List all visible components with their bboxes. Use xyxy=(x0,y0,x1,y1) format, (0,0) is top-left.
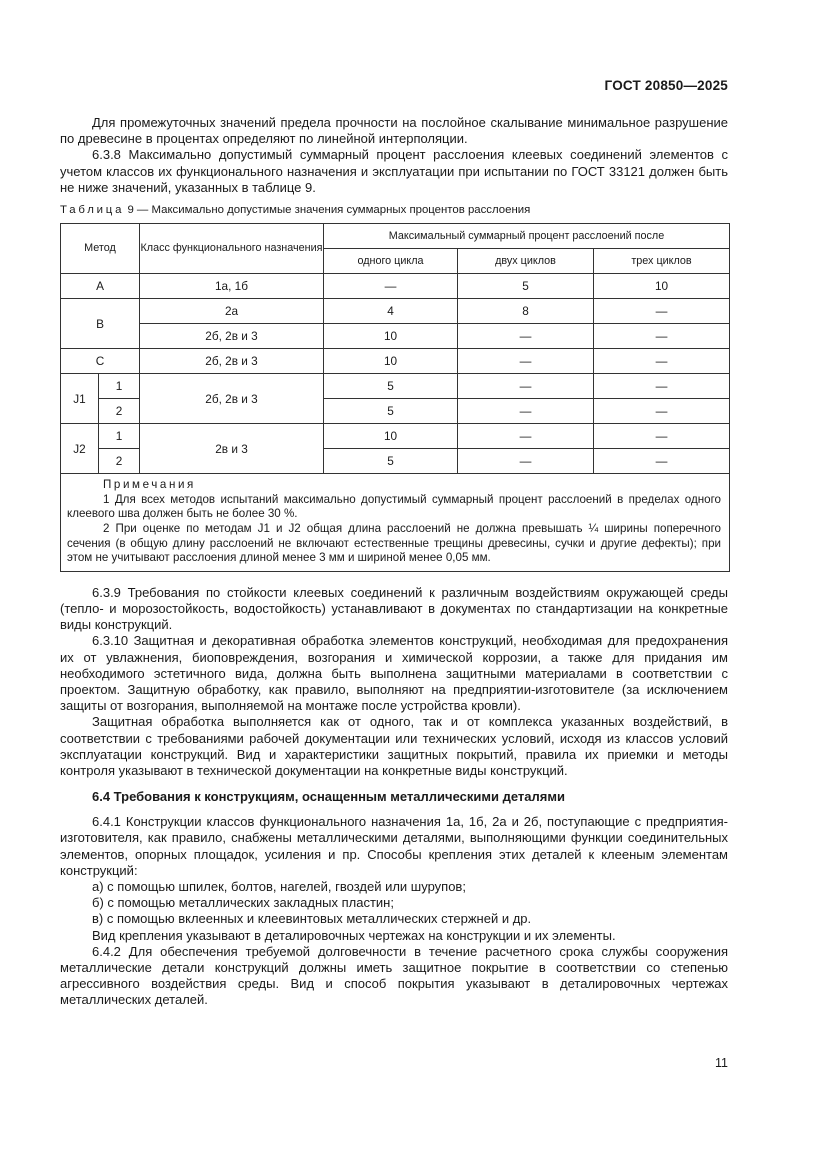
cell-three: — xyxy=(594,349,730,374)
cell-one: 5 xyxy=(324,449,458,474)
list-item-a: а) с помощью шпилек, болтов, нагелей, гвоздей или шурупов; xyxy=(92,879,466,895)
cell-one: 10 xyxy=(324,424,458,449)
page-number: 11 xyxy=(715,1056,728,1070)
cell-class: 2в и 3 xyxy=(140,424,324,474)
cell-submethod: 2 xyxy=(99,399,140,424)
table-notes xyxy=(61,474,730,572)
cell-class: 2б, 2в и 3 xyxy=(140,374,324,424)
cell-one: 5 xyxy=(324,399,458,424)
cell-one: — xyxy=(324,274,458,299)
paragraph-6-4-1: 6.4.1 Конструкции классов функционального назначения 1а, 1б, 2а и 2б, поступающие с предприятия-изготовителя, как правило, снабжены металлическими деталями, выполняющими функции соединительных элементов, опорных площадок, усиления и пр. Способы крепления этих деталей к клееным элементам конструкций: xyxy=(60,814,728,878)
cell-one: 5 xyxy=(324,374,458,399)
cell-two: — xyxy=(458,374,594,399)
cell-submethod: 1 xyxy=(99,374,140,399)
delamination-table xyxy=(60,223,730,572)
note-1: 1 Для всех методов испытаний максимально допустимый суммарный процент расслоений в пределах одного клеевого шва должен быть не более 30 %. xyxy=(67,492,722,521)
header-one-cycle: одного цикла xyxy=(324,249,458,274)
cell-three: — xyxy=(594,424,730,449)
header-method: Метод xyxy=(61,224,140,274)
cell-two: — xyxy=(458,449,594,474)
cell-three: 10 xyxy=(594,274,730,299)
cell-method: J2 xyxy=(61,424,99,474)
paragraph-6-3-8: 6.3.8 Максимально допустимый суммарный процент расслоения клеевых соединений элементов с учетом классов их функционального назначения и эксплуатации при испытании по ГОСТ 33121 должен быть не ниже значений, указанных в таблице 9. xyxy=(60,147,728,195)
cell-class: 2б, 2в и 3 xyxy=(140,324,324,349)
cell-one: 10 xyxy=(324,324,458,349)
cell-three: — xyxy=(594,399,730,424)
header-class: Класс функционального назначения xyxy=(140,224,324,274)
header-three-cycles: трех циклов xyxy=(594,249,730,274)
cell-method: A xyxy=(61,274,140,299)
header-max-percent: Максимальный суммарный процент расслоений после xyxy=(324,224,730,249)
cell-class: 2а xyxy=(140,299,324,324)
section-heading-6-4: 6.4 Требования к конструкциям, оснащенным металлическими деталями xyxy=(92,789,565,805)
paragraph-6-3-9: 6.3.9 Требования по стойкости клеевых соединений к различным воздействиям окружающей среды (тепло- и морозостойкость, водостойкость) устанавливают в документах по стандартизации на конкретные виды конструкций. xyxy=(60,584,728,633)
cell-two: — xyxy=(458,399,594,424)
cell-two: — xyxy=(458,324,594,349)
paragraph-6-4-2: 6.4.2 Для обеспечения требуемой долговечности в течение расчетного срока службы сооружения металлические детали конструкций должны иметь защитное покрытие в соответствии со степенью агрессивного воздействия среды. Вид и способ покрытия указывают в деталировочных чертежах металлических деталей. xyxy=(60,943,728,1008)
table-row xyxy=(61,274,730,299)
document-id: ГОСТ 20850—2025 xyxy=(604,78,728,93)
table-row xyxy=(61,349,730,374)
cell-one: 10 xyxy=(324,349,458,374)
note-2: 2 При оценке по методам J1 и J2 общая длина расслоений не должна превышать ¼ ширины поперечного сечения (в общую длину расслоений не включают естественные трещины древесины, сучки и другие дефекты); при этом не учитывают расслоения длиной менее 3 мм и шириной менее 0,05 мм. xyxy=(67,522,722,565)
cell-submethod: 1 xyxy=(99,424,140,449)
cell-class: 1а, 1б xyxy=(140,274,324,299)
cell-submethod: 2 xyxy=(99,449,140,474)
list-item-b: б) с помощью металлических закладных пластин; xyxy=(92,895,394,911)
table-row xyxy=(61,374,730,399)
table-caption-word: Таблица xyxy=(60,204,125,217)
cell-method: J1 xyxy=(61,374,99,424)
paragraph-fixing-type: Вид крепления указывают в деталировочных чертежах на конструкции и их элементы. xyxy=(92,927,616,943)
cell-two: — xyxy=(458,424,594,449)
cell-three: — xyxy=(594,324,730,349)
cell-three: — xyxy=(594,299,730,324)
page-content xyxy=(60,115,728,1009)
cell-two: 8 xyxy=(458,299,594,324)
cell-two: — xyxy=(458,349,594,374)
header-two-cycles: двух циклов xyxy=(458,249,594,274)
list-item-c: в) с помощью вклеенных и клеевинтовых металлических стержней и др. xyxy=(92,911,532,927)
body-text xyxy=(60,585,728,1009)
table-row xyxy=(61,299,730,324)
cell-class: 2б, 2в и 3 xyxy=(140,349,324,374)
notes-title: Примечания xyxy=(103,478,196,492)
table-row xyxy=(61,424,730,449)
paragraph-6-3-10: 6.3.10 Защитная и декоративная обработка элементов конструкций, необходимая для предохранения их от увлажнения, биоповреждения, возгорания и химической коррозии, а также для придания им необходимого эстетичного вида, должна быть выполнена защитными материалами в соответствии с проектом. Защитную обработку, как правило, выполняют на предприятии-изготовителе (за исключением защиты от возгорания, выполняемой на монтаже после устройства кровли). xyxy=(60,633,728,714)
cell-three: — xyxy=(594,449,730,474)
cell-one: 4 xyxy=(324,299,458,324)
table-caption xyxy=(60,202,728,218)
cell-method: B xyxy=(61,299,140,349)
paragraph-interpolation: Для промежуточных значений предела прочности на послойное скалывание минимальное разрушение по древесине в процентах определяют по линейной интерполяции. xyxy=(60,115,728,147)
table-row xyxy=(61,324,730,349)
cell-three: — xyxy=(594,374,730,399)
cell-two: 5 xyxy=(458,274,594,299)
table-notes-row xyxy=(61,474,730,572)
table-header-row xyxy=(61,224,730,249)
table-caption-text: 9 — Максимально допустимые значения суммарных процентов расслоения xyxy=(127,204,531,217)
paragraph-protective-treatment: Защитная обработка выполняется как от одного, так и от комплекса указанных воздействий, в соответствии с требованиями рабочей документации или технических условий, исходя из классов условий эксплуатации конструкций. Вид и характеристики защитных покрытий, правила их приемки и методы контроля указывают в технической документации на конкретные виды конструкций. xyxy=(60,714,728,779)
cell-method: C xyxy=(61,349,140,374)
